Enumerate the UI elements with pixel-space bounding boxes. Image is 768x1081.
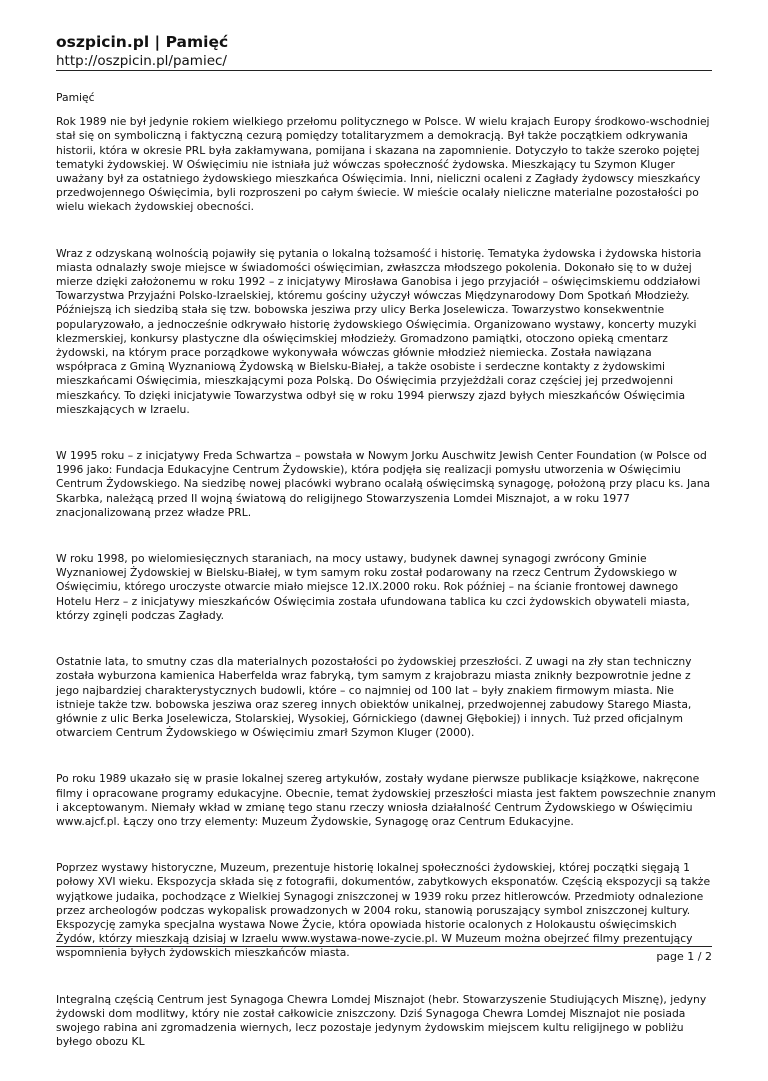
site-title: oszpicin.pl | Pamięć — [56, 33, 229, 51]
paragraph: Integralną częścią Centrum jest Synagoga Chewra Lomdej Misznajot (hebr. Stowarzyszenie Studiujących Misznę), jedyny żydowski dom modlitwy, który nie został całkowicie zniszczony. Dziś Synagoga Chewra Lomdej Misznajot nie posiada swojego rabina ani zgromadzenia wiernych, lecz pozostaje jedynym żydowskim miejscem kultu religijnego w pobliżu byłego obozu KL — [56, 992, 707, 1049]
paragraph: W roku 1998, po wielomiesięcznych staraniach, na mocy ustawy, budynek dawnej synagogi zwrócony Gminie Wyznaniowej Żydowskiej w Bielsku-Białej, w tym samym roku został podarowany na rzecz Centrum Żydowskiego w Oświęcimiu, którego uroczyste otwarcie miało miejsce 12.IX.2000 roku. Rok później – na ścianie frontowej dawnego Hotelu Herz – z inicjatywy mieszkańców Oświęcimia została ufundowana tablica ku czci żydowskich obywateli miasta, którzy zginęli podczas Zagłady. — [56, 552, 690, 622]
article-heading: Pamięć — [56, 91, 95, 104]
page-number: page 1 / 2 — [656, 950, 712, 963]
article-body — [56, 91, 716, 1081]
paragraph: Rok 1989 nie był jedynie rokiem wielkiego przełomu politycznego w Polsce. W wielu krajach Europy środkowo-wschodniej stał się on symboliczną i faktyczną cezurą pomiędzy totalitaryzmem a demokracją. Był także początkiem odkrywania historii, która w okresie PRL była zakłamywana, pomijana i skazana na zapomnienie. Dotyczyło to także szeroko pojętej tematyki żydowskiej. W Oświęcimiu nie istniała już wówczas społeczność żydowska. Mieszkający tu Szymon Kluger uważany był za ostatniego żydowskiego mieszkańca Oświęcimia. Inni, nieliczni ocaleni z Zagłady żydowscy mieszkańcy przedwojennego Oświęcimia, byli rozproszeni po całym świecie. W mieście ocalały nieliczne materialne pozostałości po wielu wiekach żydowskiej obecności. — [56, 115, 710, 214]
header-divider — [56, 70, 712, 71]
paragraph: Po roku 1989 ukazało się w prasie lokalnej szereg artykułów, zostały wydane pierwsze publikacje książkowe, nakręcone filmy i opracowane programy edukacyjne. Obecnie, temat żydowskiej przeszłości miasta jest faktem powszechnie znanym i akceptowanym. Niemały wkład w zmianę tego stanu rzeczy wniosła działalność Centrum Żydowskiego w Oświęcimiu www.ajcf.pl. Łączy ono trzy elementy: Muzeum Żydowskie, Synagogę oraz Centrum Edukacyjne. — [56, 772, 716, 828]
site-url[interactable]: http://oszpicin.pl/pamiec/ — [56, 53, 227, 69]
paragraph: Ostatnie lata, to smutny czas dla materialnych pozostałości po żydowskiej przeszłości. Z uwagi na zły stan techniczny została wyburzona kamienica Haberfelda wraz fabryką, tym samym z krajobrazu miasta zniknły bezpowrotnie jedne z jego najbardziej charakterystycznych budowli, które – co najmniej od 100 lat – były znakiem firmowym miasta. Nie istnieje także tzw. bobowska jesziwa oraz szereg innych obiektów unikalnej, przedwojennej zabudowy Starego Miasta, głównie z ulic Berka Joselewicza, Stolarskiej, Wysokiej, Górnickiego (dawnej Głębokiej) i innych. Tuż przed oficjalnym otwarciem Centrum Żydowskiego w Oświęcimiu zmarł Szymon Kluger (2000). — [56, 655, 692, 740]
paragraph: Wraz z odzyskaną wolnością pojawiły się pytania o lokalną tożsamość i historię. Tematyka żydowska i żydowska historia miasta odnalazły swoje miejsce w świadomości oświęcimian, zwłaszcza młodszego pokolenia. Dokonało się to w dużej mierze dzięki założonemu w roku 1992 – z inicjatywy Mirosława Ganobisa i jego przyjaciół – oświęcimskiemu oddziałowi Towarzystwa Przyjaźni Polsko-Izraelskiej, któremu gościny użyczył wówczas Międzynarodowy Dom Spotkań Młodzieży. Późniejszą ich siedzibą stała się tzw. bobowska jesziwa przy ulicy Berka Joselewicza. Towarzystwo konsekwentnie popularyzowało, a jednocześnie odkrywało historię żydowskiego Oświęcimia. Organizowano wystawy, koncerty muzyki klezmerskiej, konkursy plastyczne dla oświęcimskiej młodzieży. Gromadzono pamiątki, otoczono opieką cmentarz żydowski, na którym prace porządkowe wykonywała wówczas głównie młodzież niemiecka. Została nawiązana współpraca z Gminą Wyznaniową Żydowską w Bielsku-Białej, a także osobiste i serdeczne kontakty z żydowskimi mieszkańcami Oświęcimia, mieszkającymi poza Polską. Do Oświęcimia przyjeżdżali coraz częściej jej przedwojenni mieszkańcy. To dzięki inicjatywie Towarzystwa odbył się w roku 1994 pierwszy zjazd byłych mieszkańców Oświęcimia mieszkających w Izraelu. — [56, 246, 702, 416]
page-header — [56, 32, 716, 70]
paragraph: Poprzez wystawy historyczne, Muzeum, prezentuje historię lokalnej społeczności żydowskiej, której początki sięgają 1 połowy XVI wieku. Ekspozycja składa się z fotografii, dokumentów, zabytkowych eksponatów. Częścią ekspozycji są także wyjątkowe judaika, pochodzące z Wielkiej Synagogi zniszczonej w 1939 roku przez hitlerowców. Przedmioty odnalezione przez archeologów podczas wykopalisk prowadzonych w 2004 roku, stanowią poruszający symbol zniszczonej kultury. Ekspozycję zamyka specjalna wystawa Nowe Życie, która opowiada historie ocalonych z Holokaustu oświęcimskich Żydów, którzy mieszkają dzisiaj w Izraelu www.wystawa-nowe-zycie.pl. W Muzeum można obejrzeć filmy prezentujący wspomnienia byłych żydowskich mieszkańców miasta. — [56, 861, 711, 960]
footer-divider — [56, 946, 712, 947]
paragraph: W 1995 roku – z inicjatywy Freda Schwartza – powstała w Nowym Jorku Auschwitz Jewish Center Foundation (w Polsce od 1996 jako: Fundacja Edukacyjne Centrum Żydowskie), która podjęła się realizacji pomysłu utworzenia w Oświęcimiu Centrum Żydowskiego. Na siedzibę nowej placówki wybrano ocalałą oświęcimską synagogę, położoną przy placu ks. Jana Skarbka, należącą przed II wojną światową do religijnego Stowarzyszenia Lomdei Misznajot, a w roku 1977 znacjonalizowaną przez władze PRL. — [56, 449, 711, 519]
